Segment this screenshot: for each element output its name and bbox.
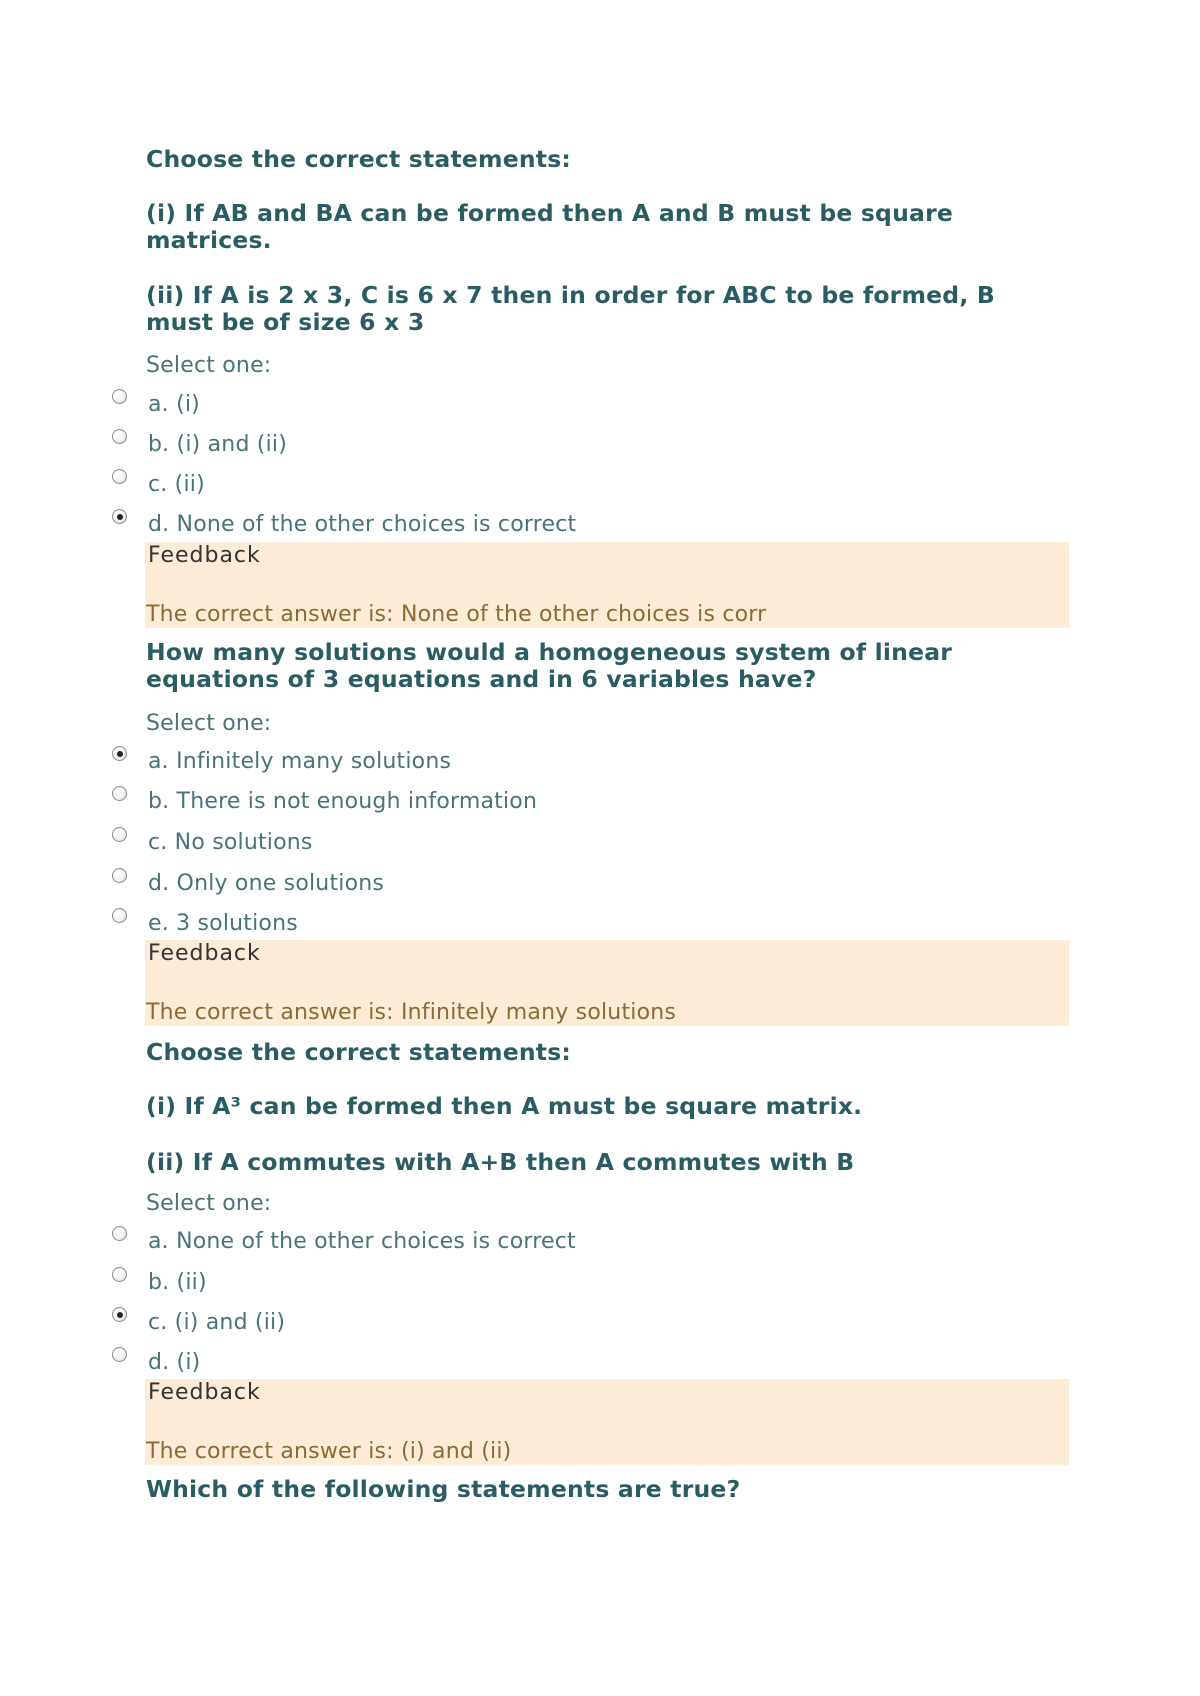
radio-button[interactable] — [112, 389, 127, 404]
question-2-option-e[interactable] — [110, 908, 1010, 938]
question-2-option-c[interactable] — [110, 827, 1010, 857]
question-2-option-d[interactable] — [110, 868, 1010, 898]
question-3-option-d[interactable] — [110, 1347, 1010, 1377]
feedback-correct-answer: The correct answer is: None of the other choices is corr — [146, 602, 767, 627]
option-label: a. Infinitely many solutions — [148, 749, 452, 774]
radio-button[interactable] — [112, 469, 127, 484]
question-3-feedback — [145, 1379, 1069, 1465]
option-label: c. (ii) — [148, 472, 205, 497]
radio-button[interactable] — [112, 827, 127, 842]
option-label: c. No solutions — [148, 830, 313, 855]
radio-button[interactable] — [112, 1267, 127, 1282]
question-3-prompt: Choose the correct statements: — [146, 1038, 572, 1066]
question-1-select-label: Select one: — [146, 353, 272, 378]
question-4-prompt: Which of the following statements are true? — [146, 1475, 741, 1503]
option-label: d. (i) — [148, 1350, 201, 1375]
question-1-option-b[interactable] — [110, 429, 1010, 459]
radio-button[interactable] — [112, 868, 127, 883]
question-3-select-label: Select one: — [146, 1191, 272, 1216]
feedback-heading: Feedback — [148, 941, 261, 966]
question-1-feedback — [145, 542, 1069, 628]
question-2-option-b[interactable] — [110, 786, 1010, 816]
radio-button[interactable] — [112, 1226, 127, 1241]
option-label: c. (i) and (ii) — [148, 1310, 286, 1335]
radio-button[interactable] — [112, 786, 127, 801]
feedback-correct-answer: The correct answer is: Infinitely many solutions — [146, 1000, 677, 1025]
radio-button[interactable] — [112, 908, 127, 923]
question-3-statement-i: (i) If A³ can be formed then A must be square matrix. — [146, 1092, 863, 1120]
option-label: b. (i) and (ii) — [148, 432, 287, 457]
question-2-option-a[interactable] — [110, 746, 1010, 776]
question-3-statement-ii: (ii) If A commutes with A+B then A commutes with B — [146, 1148, 855, 1176]
question-3-option-a[interactable] — [110, 1226, 1010, 1256]
feedback-correct-answer: The correct answer is: (i) and (ii) — [146, 1439, 512, 1464]
radio-button[interactable] — [112, 429, 127, 444]
question-1-prompt: Choose the correct statements: — [146, 145, 572, 173]
feedback-heading: Feedback — [148, 1380, 261, 1405]
radio-button-checked[interactable] — [112, 509, 127, 524]
question-3-option-c[interactable] — [110, 1307, 1010, 1337]
feedback-heading: Feedback — [148, 543, 261, 568]
option-label: a. None of the other choices is correct — [148, 1229, 576, 1254]
question-1-option-c[interactable] — [110, 469, 1010, 499]
option-label: d. None of the other choices is correct — [148, 512, 577, 537]
option-label: b. (ii) — [148, 1270, 207, 1295]
option-label: e. 3 solutions — [148, 911, 298, 936]
radio-button-checked[interactable] — [112, 746, 127, 761]
option-label: a. (i) — [148, 392, 200, 417]
question-2-feedback — [145, 940, 1069, 1026]
question-1-statement-i: (i) If AB and BA can be formed then A and B must be square matrices. — [146, 199, 953, 254]
radio-button[interactable] — [112, 1347, 127, 1362]
question-2-prompt: How many solutions would a homogeneous system of linear equations of 3 equations and in 6 variables have? — [146, 638, 953, 693]
option-label: b. There is not enough information — [148, 789, 538, 814]
question-1-option-a[interactable] — [110, 389, 1010, 419]
question-2-select-label: Select one: — [146, 711, 272, 736]
question-1-statement-ii: (ii) If A is 2 x 3, C is 6 x 7 then in order for ABC to be formed, B must be of size 6 x 3 — [146, 281, 995, 336]
question-3-option-b[interactable] — [110, 1267, 1010, 1297]
radio-button-checked[interactable] — [112, 1307, 127, 1322]
option-label: d. Only one solutions — [148, 871, 385, 896]
question-1-option-d[interactable] — [110, 509, 1010, 539]
